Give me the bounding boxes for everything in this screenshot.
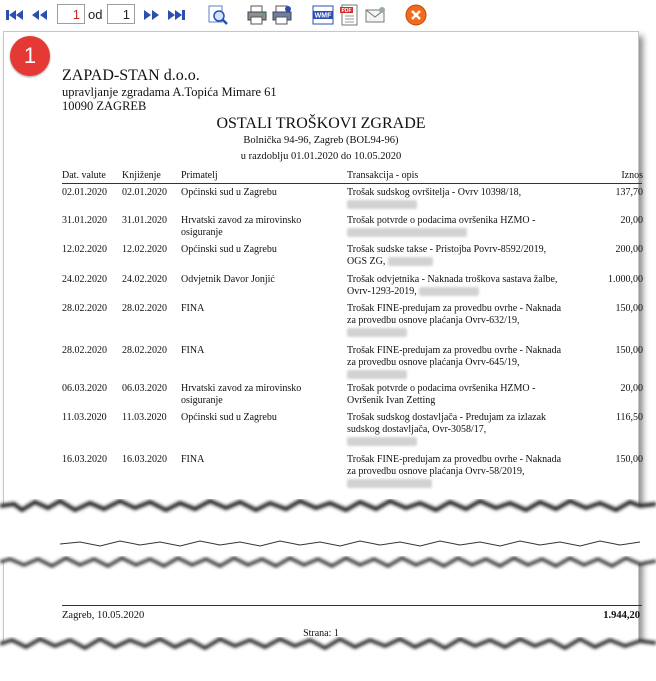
- row-amount: 150,00: [615, 303, 643, 314]
- row-date-booking: 24.02.2020: [122, 274, 167, 285]
- redacted-text: [419, 287, 479, 296]
- print-button[interactable]: [246, 4, 268, 26]
- previous-page-button[interactable]: [28, 4, 50, 26]
- row-description-text: Trošak FINE-predujam za provedbu ovrhe - Naknada za provedbu osnove plaćanja Ovrv-58/2019,: [347, 454, 562, 477]
- row-description-text: Trošak sudskog ovršitelja - Ovrv 10398/18,: [347, 187, 522, 198]
- row-date-booking: 28.02.2020: [122, 303, 167, 314]
- email-button[interactable]: [364, 4, 386, 26]
- company-address-line2: 10090 ZAGREB: [62, 99, 147, 113]
- row-description: [347, 303, 567, 339]
- current-page-input[interactable]: 1: [57, 4, 85, 24]
- last-page-button[interactable]: [165, 4, 187, 26]
- footer-place-date: Zagreb, 10.05.2020: [62, 610, 145, 621]
- next-page-icon: [143, 9, 161, 21]
- wmf-export-icon: [312, 4, 334, 26]
- footer-divider: [62, 605, 642, 606]
- redacted-text: [388, 257, 433, 266]
- row-description-text: Trošak sudske takse - Pristojba Povrv-8592/2019, OGS ZG,: [347, 244, 547, 267]
- row-date-value: 11.03.2020: [62, 412, 107, 423]
- torn-paper-bottom: [0, 622, 656, 681]
- row-description-text: Trošak odvjetnika - Naknada troškova sastava žalbe, Ovrv-1293-2019,: [347, 274, 558, 297]
- total-pages-field: 1: [107, 4, 135, 24]
- pdf-export-icon: [339, 4, 361, 26]
- header-divider: [62, 183, 642, 184]
- next-page-button[interactable]: [141, 4, 163, 26]
- row-date-booking: 31.01.2020: [122, 215, 167, 226]
- header-recipient: Primatelj: [181, 170, 218, 181]
- previous-page-icon: [30, 9, 48, 21]
- row-description: [347, 412, 567, 448]
- print-setup-button[interactable]: [271, 4, 293, 26]
- row-description: [347, 244, 567, 268]
- row-recipient: FINA: [181, 303, 205, 314]
- row-description: [347, 187, 567, 211]
- row-recipient: Hrvatski zavod za mirovinsko osiguranje: [181, 383, 302, 406]
- export-wmf-button[interactable]: [312, 4, 334, 26]
- row-amount: 116,50: [615, 412, 643, 423]
- row-date-booking: 16.03.2020: [122, 454, 167, 465]
- row-description-text: Trošak FINE-predujam za provedbu ovrhe - Naknada za provedbu osnove plaćanja Ovrv-645/19,: [347, 345, 562, 368]
- header-date-booking: Knjiženje: [122, 170, 161, 181]
- torn-paper-break: [0, 466, 656, 596]
- row-date-booking: 11.03.2020: [122, 412, 167, 423]
- report-toolbar: [0, 0, 656, 30]
- row-date-value: 31.01.2020: [62, 215, 107, 226]
- report-period: u razdoblju 01.01.2020 do 10.05.2020: [240, 151, 402, 162]
- header-date-value: Dat. valute: [62, 170, 106, 181]
- export-pdf-button[interactable]: [339, 4, 361, 26]
- row-amount: 150,00: [615, 345, 643, 356]
- redacted-text: [347, 328, 407, 337]
- company-name: ZAPAD-STAN d.o.o.: [62, 67, 200, 84]
- last-page-icon: [167, 9, 185, 21]
- footer-total: 1.944,20: [603, 610, 640, 621]
- row-date-booking: 12.02.2020: [122, 244, 167, 255]
- row-date-value: 06.03.2020: [62, 383, 107, 394]
- row-date-booking: 02.01.2020: [122, 187, 167, 198]
- redacted-text: [347, 200, 417, 209]
- row-recipient: Općinski sud u Zagrebu: [181, 187, 277, 198]
- row-amount: 20,00: [620, 383, 643, 394]
- row-description-text: Trošak sudskog dostavljača - Predujam za izlazak sudskog dostavljača, Ovr-3058/17,: [347, 412, 547, 435]
- row-description: [347, 345, 567, 381]
- row-recipient: Hrvatski zavod za mirovinsko osiguranje: [181, 215, 302, 238]
- row-amount: 1.000,00: [608, 274, 643, 285]
- row-description: Trošak potvrde o podacima ovršenika HZMO - Ovršenik Ivan Zetting: [347, 383, 536, 406]
- report-title: OSTALI TROŠKOVI ZGRADE: [216, 115, 426, 132]
- printer-icon: [246, 4, 268, 26]
- row-date-value: 28.02.2020: [62, 303, 107, 314]
- building-info: Bolnička 94-96, Zagreb (BOL94-96): [243, 135, 399, 146]
- row-date-value: 24.02.2020: [62, 274, 107, 285]
- first-page-button[interactable]: [4, 4, 26, 26]
- row-description: [347, 215, 567, 239]
- row-date-booking: 06.03.2020: [122, 383, 167, 394]
- row-recipient: Općinski sud u Zagrebu: [181, 244, 277, 255]
- row-description: [347, 274, 567, 298]
- close-icon: [405, 4, 427, 26]
- printer-setup-icon: [271, 4, 293, 26]
- redacted-text: [347, 228, 467, 237]
- page-of-label: od: [88, 7, 103, 22]
- first-page-icon: [6, 9, 24, 21]
- zoom-search-icon: [207, 4, 229, 26]
- row-recipient: Odvjetnik Davor Jonjić: [181, 274, 275, 285]
- svg-text:WMF: WMF: [314, 12, 332, 20]
- close-button[interactable]: [405, 4, 427, 26]
- row-recipient: Općinski sud u Zagrebu: [181, 412, 277, 423]
- row-date-value: 02.01.2020: [62, 187, 107, 198]
- company-address-line1: upravljanje zgradama A.Topića Mimare 61: [62, 85, 277, 99]
- row-recipient: FINA: [181, 345, 205, 356]
- row-description-text: Trošak potvrde o podacima ovršenika HZMO -: [347, 215, 536, 226]
- header-transaction: Transakcija - opis: [347, 170, 419, 181]
- envelope-icon: [364, 4, 386, 26]
- row-amount: 150,00: [615, 454, 643, 465]
- row-amount: 200,00: [615, 244, 643, 255]
- header-amount: Iznos: [621, 170, 643, 181]
- redacted-text: [347, 437, 417, 446]
- row-description-text: Trošak FINE-predujam za provedbu ovrhe - Naknada za provedbu osnove plaćanja Ovrv-632/19,: [347, 303, 562, 326]
- row-amount: 20,00: [620, 215, 643, 226]
- zoom-button[interactable]: [207, 4, 229, 26]
- step-badge: 1: [10, 36, 50, 76]
- row-amount: 137,70: [615, 187, 643, 198]
- row-date-value: 12.02.2020: [62, 244, 107, 255]
- row-recipient: FINA: [181, 454, 205, 465]
- row-date-booking: 28.02.2020: [122, 345, 167, 356]
- page-number: Strana: 1: [303, 628, 339, 639]
- redacted-text: [347, 370, 407, 379]
- svg-text:PDF: PDF: [341, 8, 352, 14]
- row-date-value: 16.03.2020: [62, 454, 107, 465]
- row-date-value: 28.02.2020: [62, 345, 107, 356]
